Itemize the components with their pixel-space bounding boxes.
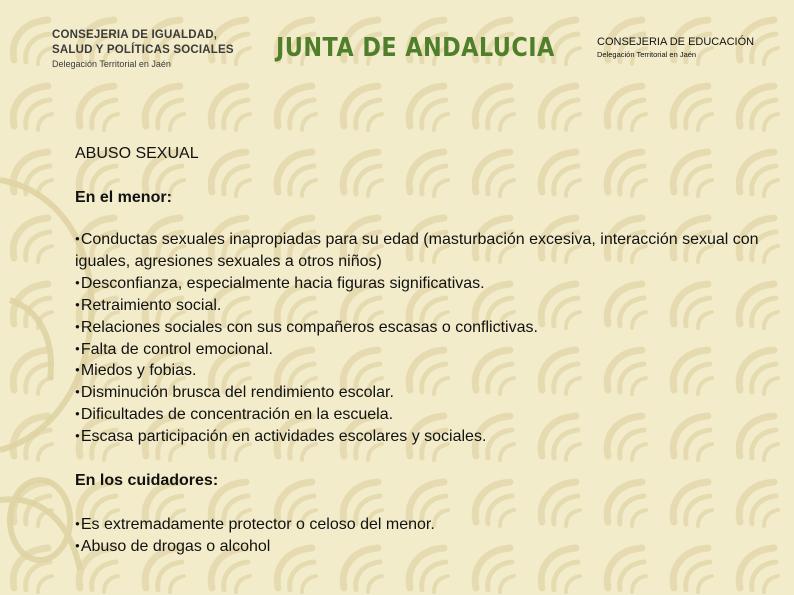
bullet-icon: ●	[75, 299, 80, 309]
list-item: ●Retraimiento social.	[75, 296, 222, 314]
header-right-block	[597, 35, 754, 61]
list-item: ●Escasa participación en actividades escolares y sociales.	[75, 428, 487, 446]
bullet-icon: ●	[75, 343, 80, 353]
list-item: ●Dificultades de concentración en la escuela.	[75, 406, 394, 424]
list-item: ●Relaciones sociales con sus compañeros escasas o conflictivas.	[75, 318, 538, 336]
header-left-line1: CONSEJERIA DE IGUALDAD,	[52, 29, 218, 41]
section1-heading: En el menor:	[75, 189, 172, 206]
header-left-block	[52, 28, 234, 71]
list-item: ●Miedos y fobias.	[75, 362, 197, 380]
list-item: ●Conductas sexuales inapropiadas para su edad (masturbación excesiva, interacción sexual con iguales, agresiones sexuales a otros niños)	[75, 231, 759, 270]
list-item: ●Falta de control emocional.	[75, 340, 273, 358]
list-item: ●Abuso de drogas o alcohol	[75, 538, 271, 556]
section2-heading: En los cuidadores:	[75, 472, 219, 490]
header-right-line2: Delegación Territorial en Jaén	[597, 50, 697, 59]
section1-list	[75, 229, 775, 448]
list-item: ●Desconfianza, especialmente hacia figuras significativas.	[75, 274, 485, 292]
slide-content	[75, 143, 775, 558]
list-item: ●Disminución brusca del rendimiento escolar.	[75, 384, 394, 402]
bullet-icon: ●	[75, 387, 80, 397]
bullet-icon: ●	[75, 365, 80, 375]
bullet-icon: ●	[75, 234, 80, 243]
bullet-icon: ●	[75, 409, 80, 419]
bullet-icon: ●	[75, 519, 80, 529]
junta-andalucia-logo: JUNTA DE ANDALUCIA	[276, 33, 555, 63]
section2-list	[75, 514, 775, 558]
list-item: ●Es extremadamente protector o celoso del menor.	[75, 516, 435, 534]
page-title: ABUSO SEXUAL	[75, 145, 199, 162]
bullet-icon: ●	[75, 277, 80, 287]
bullet-icon: ●	[75, 431, 80, 441]
header-right-line1: CONSEJERIA DE EDUCACIÓN	[597, 36, 755, 48]
header-left-line3: Delegación Territorial en Jaén	[52, 59, 171, 69]
bullet-icon: ●	[75, 321, 80, 331]
bullet-icon: ●	[75, 541, 80, 551]
header-left-line2: SALUD Y POLÍTICAS SOCIALES	[52, 44, 234, 56]
